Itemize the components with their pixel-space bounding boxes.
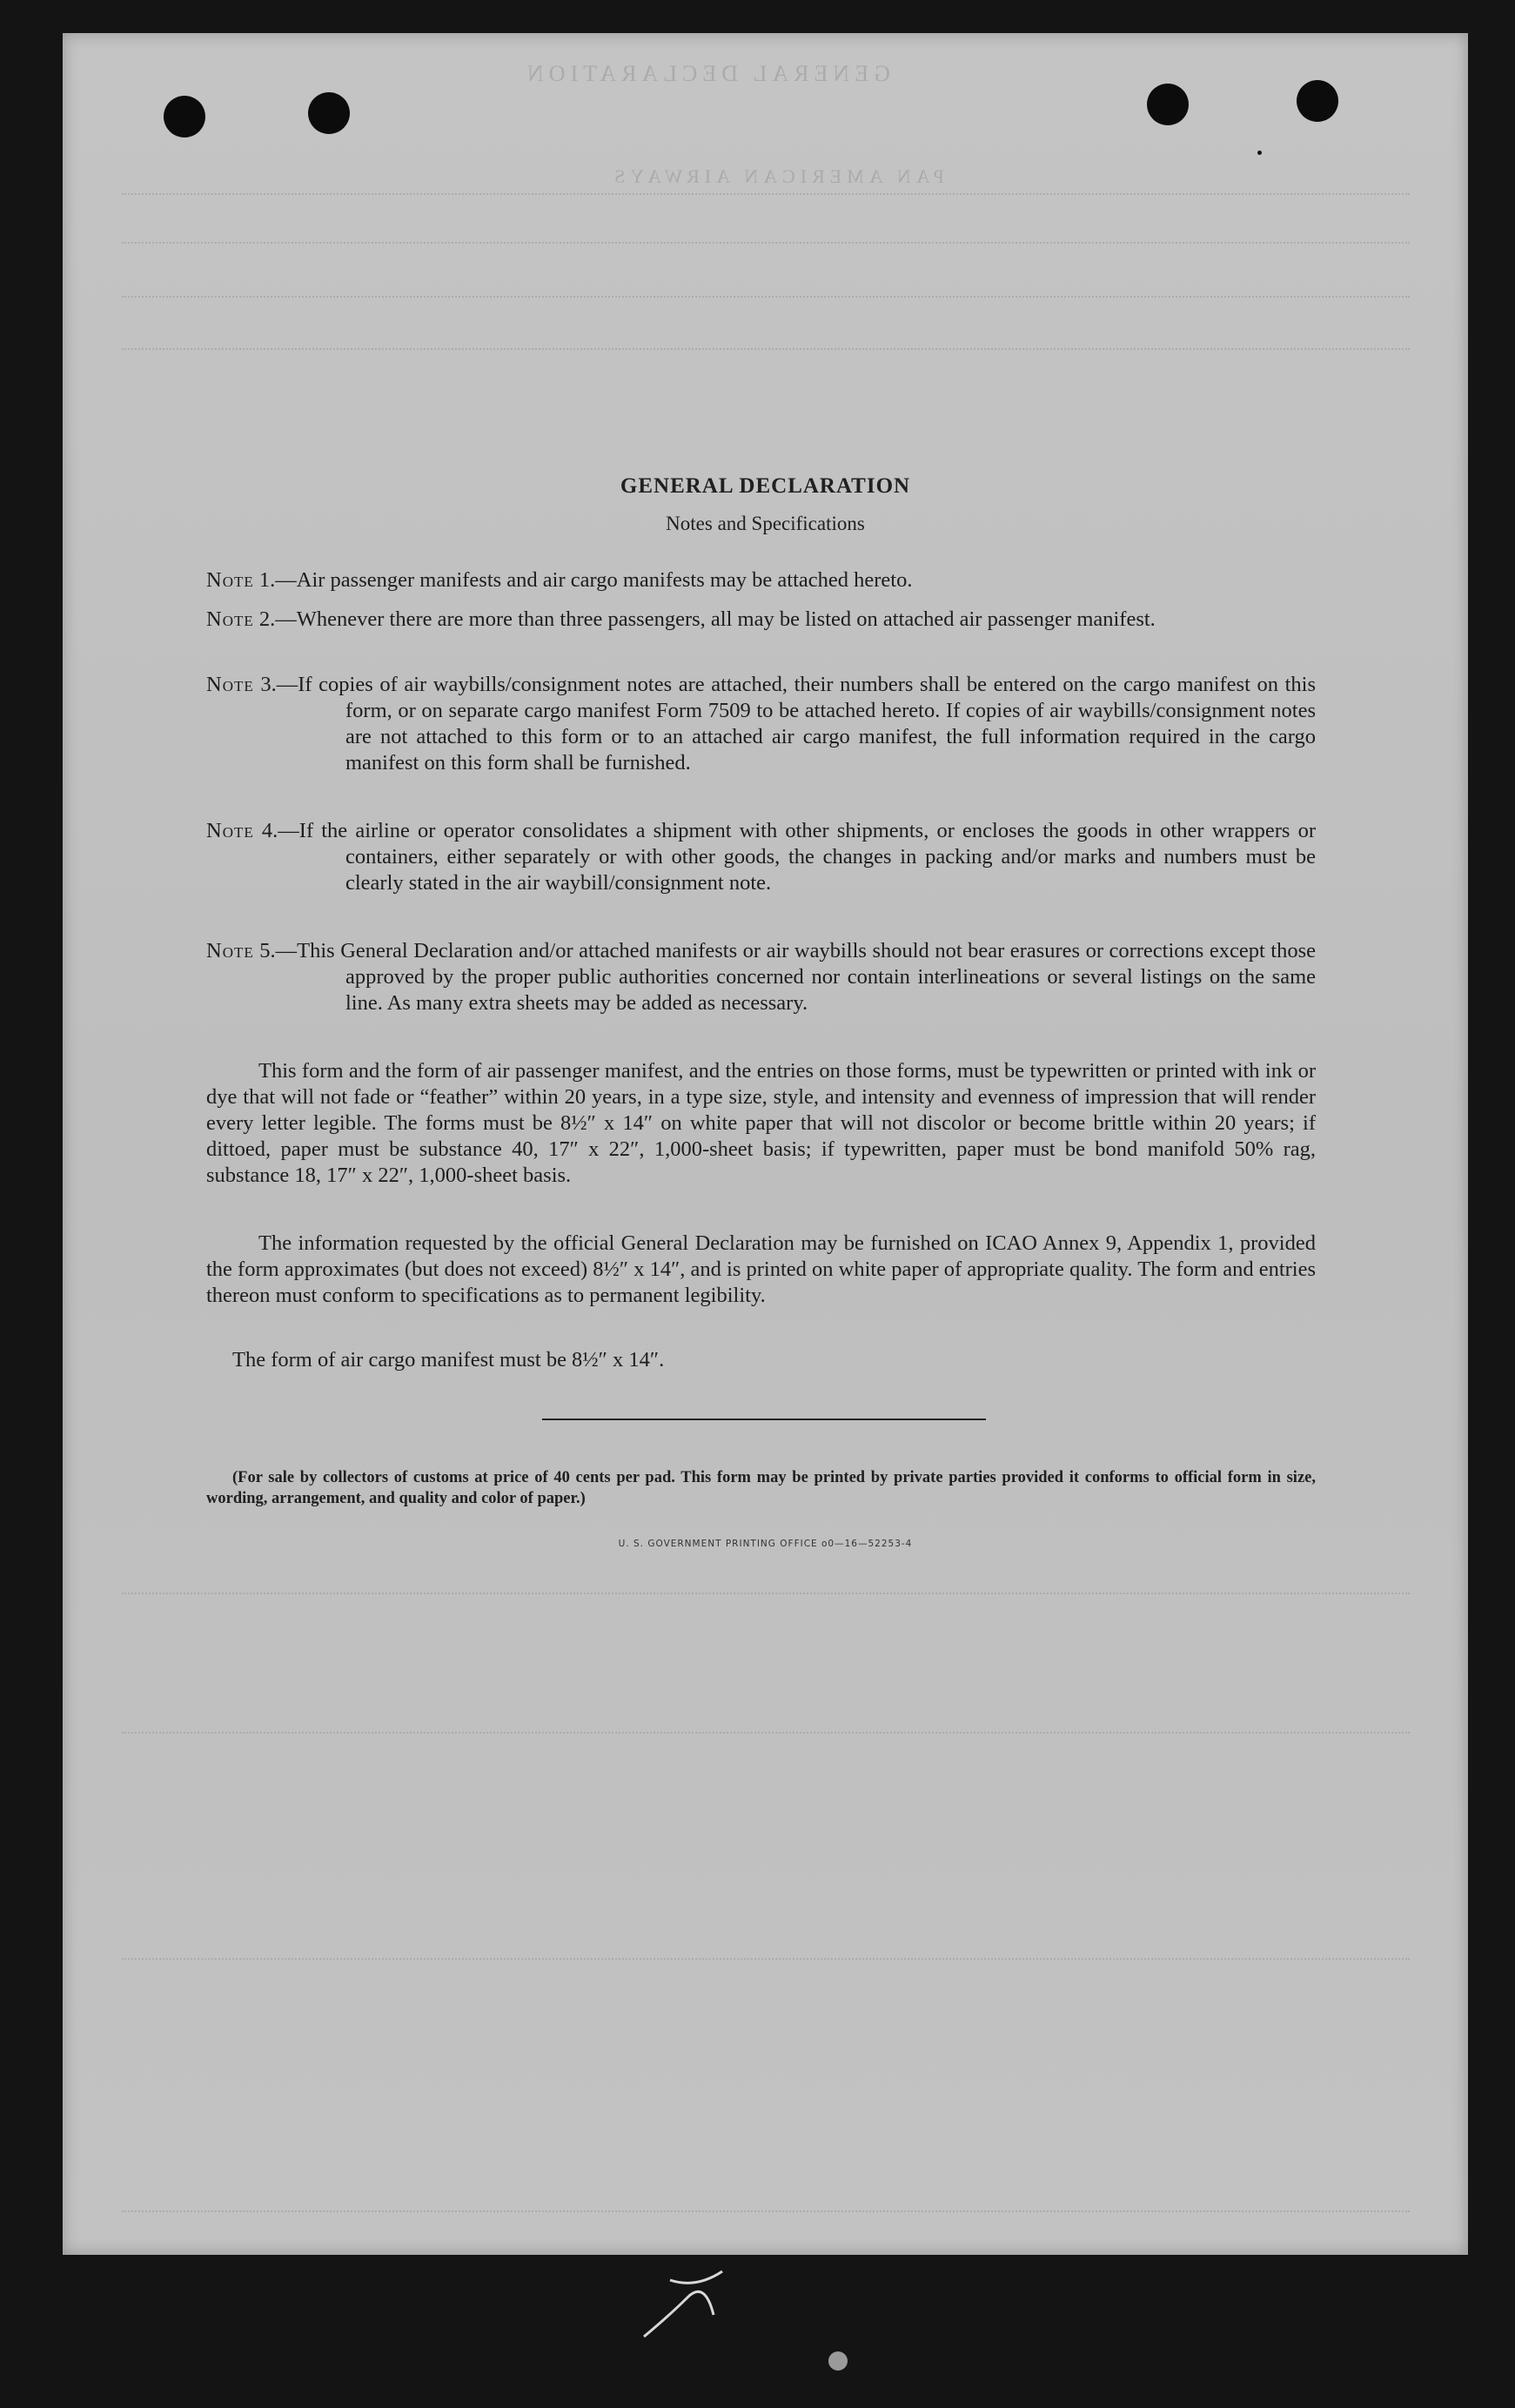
note-5 — [206, 938, 1316, 1016]
divider-rule — [542, 1419, 986, 1420]
handwritten-mark — [635, 2263, 740, 2341]
paragraph-paper-spec: This form and the form of air passenger manifest, and the entries on those forms, must be typewritten or printed with ink or dye that will not fade or “feather” within 20 years, in a type size, style, and intensity and evenness of impression that will render every letter legible. The forms must be 8½″ x 14″ on white paper that will not discolor or become brittle within 20 years; if dittoed, paper must be substance 40, 17″ x 22″, 1,000-sheet basis; if typewritten, paper must be bond manifold 50% rag, substance 18, 17″ x 22″, 1,000-sheet basis. — [206, 1059, 1316, 1187]
punch-hole — [308, 92, 350, 134]
paragraph-icao: The information requested by the official General Declaration may be furnished on ICAO Annex 9, Appendix 1, provided the form approximates (but does not exceed) 8½″ x 14″, and is printed on white paper of appropriate quality. The form and entries thereon must conform to specifications as to permanent legibility. — [206, 1231, 1316, 1307]
note-label: Note — [206, 568, 254, 592]
punch-hole — [164, 96, 205, 138]
note-1 — [206, 567, 1316, 594]
note-text: —This General Declaration and/or attached manifests or air waybills should not bear erasures or corrections except those approved by the proper public authorities concerned nor contain interlineations or several listings on the same line. As many extra sheets may be added as necessary. — [275, 939, 1317, 1015]
note-text: —Whenever there are more than three passengers, all may be listed on attached air passenger manifest. — [275, 607, 1156, 631]
page-subtitle: Notes and Specifications — [666, 513, 865, 534]
note-3 — [206, 672, 1316, 776]
note-number: 3. — [260, 673, 277, 696]
note-label: Note — [206, 939, 254, 963]
page-title: GENERAL DECLARATION — [620, 474, 911, 498]
note-number: 4. — [261, 819, 278, 842]
note-4 — [206, 818, 1316, 896]
punch-hole — [1297, 80, 1338, 122]
note-text: —Air passenger manifests and air cargo manifests may be attached hereto. — [275, 568, 913, 592]
note-number: 5. — [259, 939, 276, 963]
paragraph-cargo-size: The form of air cargo manifest must be 8½″ x 14″. — [232, 1348, 665, 1372]
note-text: —If the airline or operator consolidates a shipment with other shipments, or encloses the goods in other wrappers or containers, either separately or with other goods, the changes in packing and/or marks and numbers must be clearly stated in the air waybill/consignment note. — [278, 819, 1317, 895]
sale-notice: (For sale by collectors of customs at price of 40 cents per pad. This form may be printed by private parties provided it conforms to official form in size, wording, arrangement, and quality and color of paper.) — [206, 1469, 1316, 1507]
note-number: 2. — [258, 607, 276, 631]
note-label: Note — [206, 819, 254, 842]
note-2 — [206, 607, 1316, 633]
punch-hole — [1147, 84, 1189, 125]
note-label: Note — [206, 673, 254, 696]
ink-blot — [828, 2351, 848, 2371]
printer-imprint: U. S. GOVERNMENT PRINTING OFFICE o0—16—52253-4 — [618, 1539, 913, 1549]
ink-dot — [1257, 151, 1262, 155]
note-number: 1. — [258, 568, 276, 592]
note-label: Note — [206, 607, 254, 631]
note-text: —If copies of air waybills/consignment notes are attached, their numbers shall be entered on the cargo manifest on this form, or on separate cargo manifest Form 7509 to be attached hereto. If copies of air waybills/consignment notes are not attached to this form or to an attached air cargo manifest, the full information required in the cargo manifest on this form shall be furnished. — [276, 673, 1316, 775]
